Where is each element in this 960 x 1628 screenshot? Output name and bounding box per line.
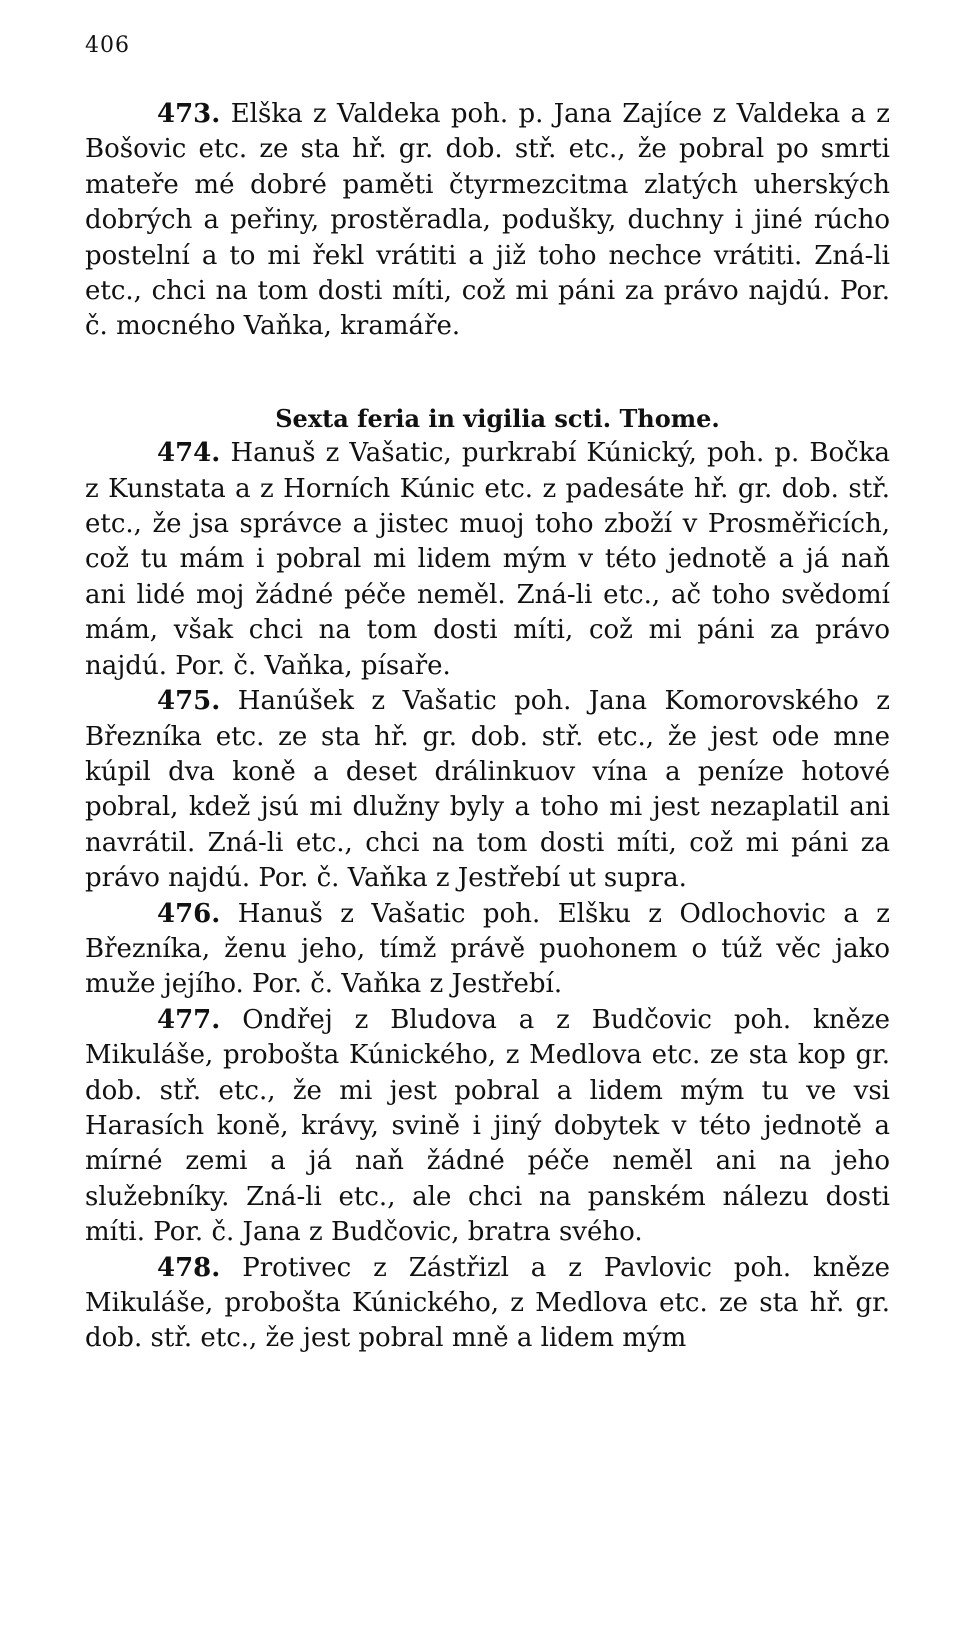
entry-473: [85, 97, 890, 345]
entry-number: 474.: [157, 438, 221, 469]
entry-text: Protivec z Zástřizl a z Pavlovic poh. kněze Mikuláše, probošta Kúnického, z Medlova etc. ze sta hř. gr. dob. stř. etc., že jest pobral mně a lidem mým: [85, 1252, 890, 1354]
entry-475: [85, 684, 890, 896]
entry-number: 478.: [157, 1252, 221, 1283]
entry-text: Ondřej z Bludova a z Budčovic poh. kněze Mikuláše, probošta Kúnického, z Medlova etc. ze sta kop gr. dob. stř. etc., že mi jest pobral a lidem mým tu ve vsi Harasích koně, krávy, svině i jiný dobytek v této jednotě a mírné zemi a já naň žádné péče neměl ani na jeho služebníky. Zná-li etc., ale chci na panském nálezu dosti míti. Por. č. Jana z Budčovic, bratra svého.: [85, 1004, 890, 1248]
entry-text: Hanuš z Vašatic, purkrabí Kúnický, poh. p. Bočka z Kunstata a z Horních Kúnic etc. z padesáte hř. gr. dob. stř. etc., že jsa správce a jistec muoj toho zboží v Prosměřicích, což tu mám i pobral mi lidem mým v této jednotě a já naň ani lidé moj žádné péče neměl. Zná-li etc., ač toho svědomí mám, však chci na tom dosti míti, což mi páni za právo najdú. Por. č. Vaňka, písaře.: [85, 438, 890, 681]
entry-number: 476.: [157, 898, 221, 929]
page-number: 406: [85, 33, 130, 58]
entry-text: Elška z Valdeka poh. p. Jana Zajíce z Valdeka a z Bošovic etc. ze sta hř. gr. dob. stř. etc., že pobral po smrti mateře mé dobré paměti čtyrmezcitma zlatých uherských dobrých a peřiny, prostěradla, podušky, duchny i jiné rúcho postelní a to mi řekl vrátiti a již toho nechce vrátiti. Zná-li etc., chci na tom dosti míti, což mi páni za právo najdú. Por. č. mocného Vaňka, kramáře.: [85, 99, 890, 342]
entry-text: Hanúšek z Vašatic poh. Jana Komorovského z Březníka etc. ze sta hř. gr. dob. stř. etc., že jest ode mne kúpil dva koně a deset drálinkuov vína a peníze hotové pobral, kdež jsú mi dlužny byly a toho mi jest nezaplatil ani navrátil. Zná-li etc., chci na tom dosti míti, což mi páni za právo najdú. Por. č. Vaňka z Jestřebí ut supra.: [85, 686, 890, 894]
section-heading: Sexta feria in vigilia scti. Thome.: [275, 403, 720, 433]
entry-474: [85, 436, 890, 684]
entry-476: [85, 897, 890, 1003]
entry-number: 473.: [157, 99, 221, 129]
text-block: [85, 97, 890, 1357]
book-page: [85, 0, 890, 1628]
entry-number: 475.: [157, 686, 221, 717]
entry-478: [85, 1251, 890, 1357]
entry-477: [85, 1003, 890, 1251]
entry-text: Hanuš z Vašatic poh. Elšku z Odlochovic a z Březníka, ženu jeho, tímž právě puohonem o túž věc jako muže jejího. Por. č. Vaňka z Jestřebí.: [85, 898, 891, 1000]
entry-number: 477.: [157, 1004, 221, 1035]
